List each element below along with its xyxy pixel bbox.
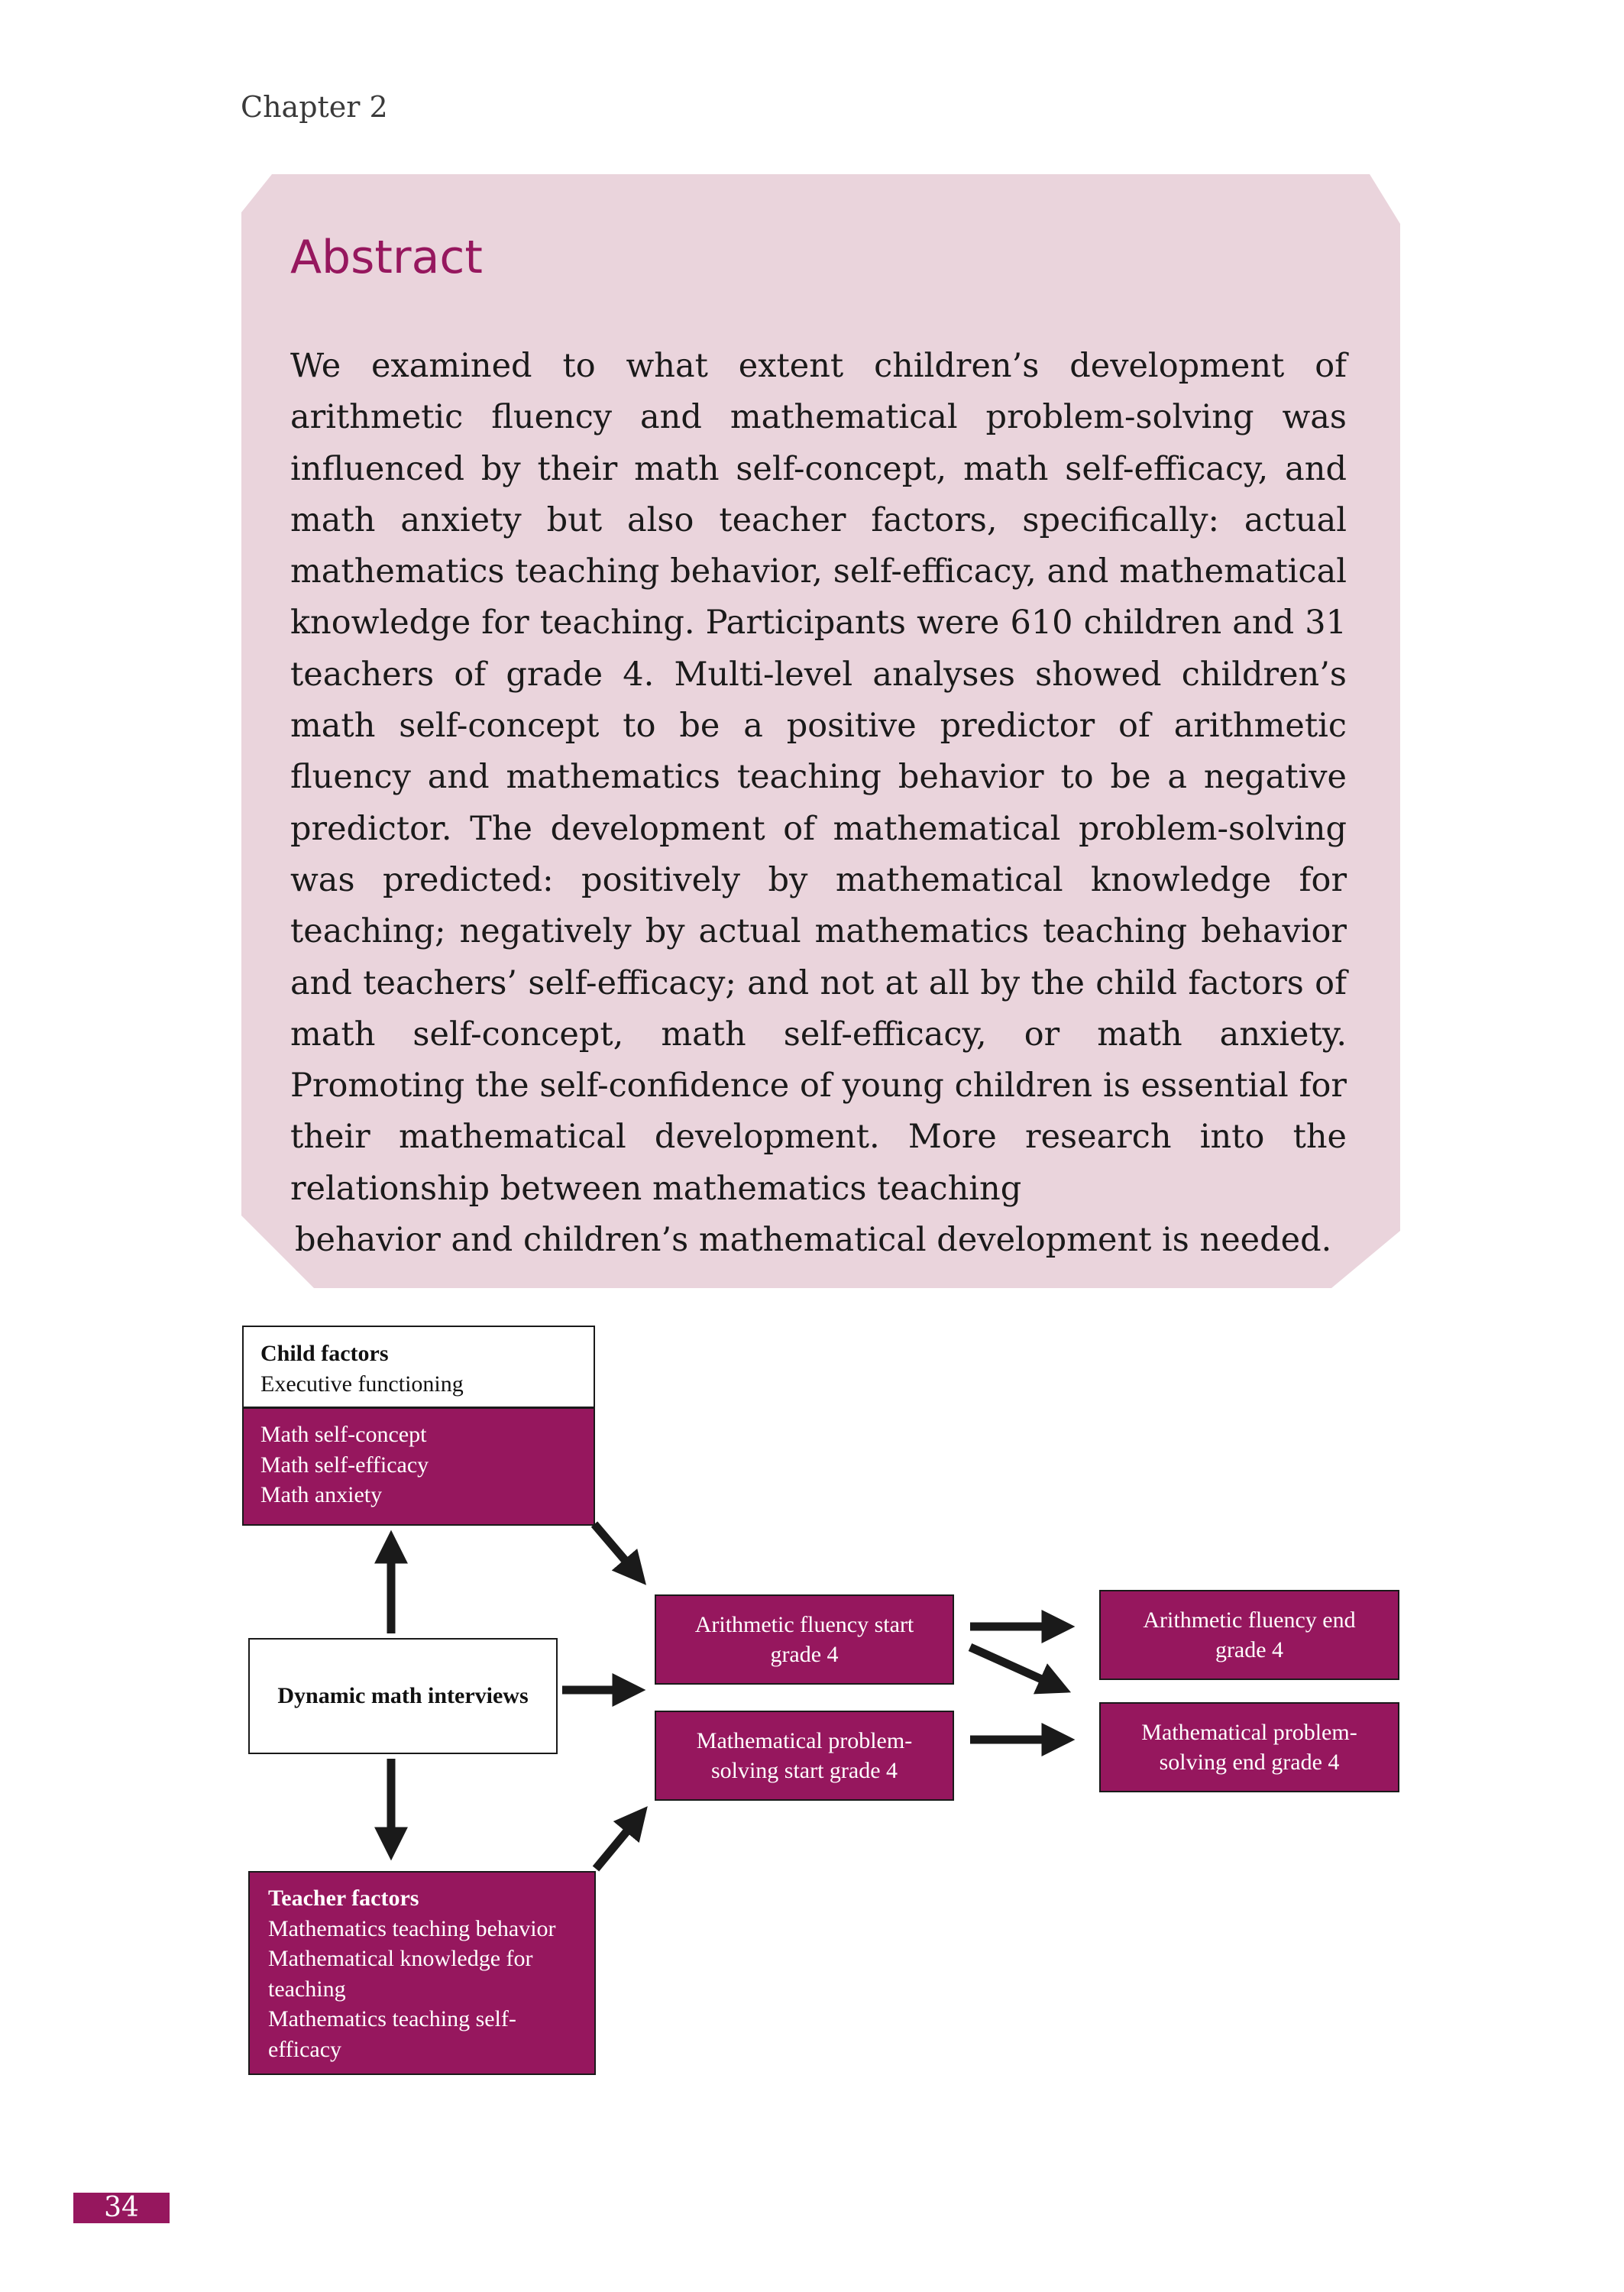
child-factor-executive-functioning: Executive functioning xyxy=(260,1371,464,1397)
page-number: 34 xyxy=(104,2192,139,2223)
problem-solving-end-line-1: Mathematical problem- xyxy=(1141,1719,1357,1745)
child-factor-math-self-concept: Math self-concept xyxy=(260,1422,427,1447)
abstract-last-line: behavior and children’s mathematical development is needed. xyxy=(295,1221,1332,1260)
child-factor-math-self-efficacy: Math self-efficacy xyxy=(260,1452,429,1478)
arrow-teacher-factors-to-problem-solving-start xyxy=(596,1815,640,1869)
problem-solving-start-line-2: solving start grade 4 xyxy=(710,1758,898,1783)
arithmetic-fluency-end-line-1: Arithmetic fluency end xyxy=(1143,1607,1356,1633)
problem-solving-start-line-1: Mathematical problem- xyxy=(696,1727,913,1753)
abstract-title: Abstract xyxy=(290,231,483,284)
arithmetic-fluency-start-line-1: Arithmetic fluency start xyxy=(694,1611,914,1637)
chapter-label: Chapter 2 xyxy=(241,90,388,124)
arrow-arithmetic-start-to-problem-solving-end xyxy=(970,1647,1060,1688)
child-factors-title: Child factors xyxy=(260,1341,389,1366)
teacher-factors-title: Teacher factors xyxy=(268,1886,419,1911)
abstract-body: We examined to what extent children’s development of arithmetic fluency and mathematical problem-solving was influenced by their math self-concept, math self-efficacy, and math anxiety but also teacher factors, specifically: actual mathematics teaching behavior, self-efficacy, and mathematical knowledge for teaching. Participants were 610 children and 31 teachers of grade 4. Multi-level analyses showed children’s math self-concept to be a positive predictor of arithmetic fluency and mathematics teaching behavior to be a negative predictor. The development of mathematical problem-solving was predicted: positively by mathematical knowledge for teaching; negatively by actual mathematics teaching behavior and teachers’ self-efficacy; and not at all by the child factors of math self-concept, math self-efficacy, or math anxiety. Promoting the self-confidence of young children is essential for their mathematical development. More research into the relationship between mathematics teaching xyxy=(290,347,1347,1208)
arrow-child-factors-to-arithmetic-start xyxy=(594,1524,639,1576)
teacher-factor-line-5: efficacy xyxy=(268,2036,342,2062)
teacher-factor-line-4: Mathematics teaching self- xyxy=(268,2006,516,2031)
teacher-factor-line-2: Mathematical knowledge for xyxy=(268,1946,533,1971)
teacher-factor-line-1: Mathematics teaching behavior xyxy=(268,1915,556,1941)
dynamic-math-interviews-label: Dynamic math interviews xyxy=(277,1683,529,1709)
problem-solving-end-line-2: solving end grade 4 xyxy=(1159,1750,1340,1775)
child-factor-math-anxiety: Math anxiety xyxy=(260,1482,383,1507)
arithmetic-fluency-end-line-2: grade 4 xyxy=(1215,1637,1284,1662)
teacher-factor-line-3: teaching xyxy=(268,1976,346,2002)
arithmetic-fluency-start-line-2: grade 4 xyxy=(770,1642,839,1667)
